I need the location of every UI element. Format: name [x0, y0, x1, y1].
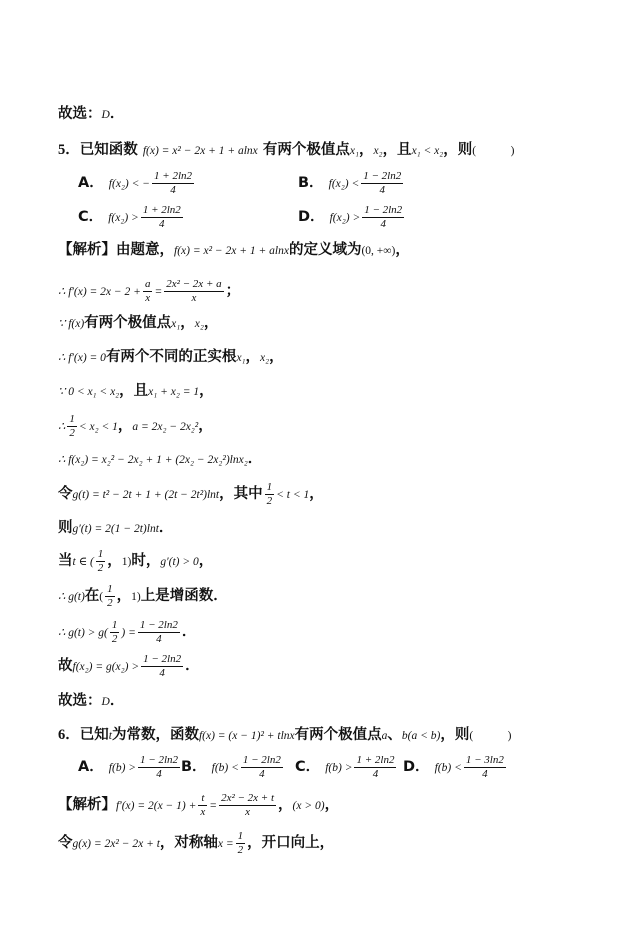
answer-value: D — [101, 696, 110, 708]
numerator: 1 + 2ln2 — [154, 170, 193, 182]
solution-line-10 — [58, 548, 213, 574]
period: ． — [109, 106, 125, 122]
solution-text: ． — [247, 451, 263, 467]
denominator: 2 — [266, 494, 273, 507]
math-expr: f(x) = x² − 2x + 1 + alnx — [142, 145, 258, 157]
solution-text: ， — [324, 797, 340, 814]
math-expr: ∴ f(x₂) = x₂² − 2x₂ + 1 + (2x₂ − 2x₂²)lnx₂ — [58, 454, 248, 466]
denominator: 4 — [156, 767, 162, 780]
numerator: 1 − 2ln2 — [140, 754, 179, 766]
fraction — [110, 619, 120, 645]
numerator: 1 − 2ln2 — [364, 204, 403, 216]
numerator: 1 — [107, 583, 113, 595]
solution-text: ， — [198, 553, 214, 570]
fraction — [96, 548, 106, 574]
math-expr: 1) — [121, 556, 132, 569]
denominator: 4 — [482, 767, 488, 780]
math-expr: = — [209, 800, 218, 813]
answer-label: 故选： — [58, 106, 102, 122]
fraction — [241, 754, 283, 780]
math-expr: x = — [217, 838, 234, 851]
solution-text: ， — [117, 418, 133, 435]
solution-line-11 — [58, 583, 228, 609]
question-5-stem — [58, 143, 514, 158]
solution-text: 上是增函数． — [140, 588, 228, 605]
stem-text: ，则 — [443, 142, 473, 158]
solution-text: ． — [185, 658, 200, 675]
solution-heading: 【解析】由题意， — [58, 242, 174, 258]
stem-text: 有两个极值点 — [262, 142, 350, 158]
fraction — [361, 170, 403, 196]
solution-text: ， — [309, 486, 324, 503]
solution-line-8 — [58, 481, 324, 507]
solution-line-2 — [58, 278, 240, 304]
math-expr: g(x) = 2x² − 2x + t — [72, 838, 160, 851]
stem-text: 、 — [387, 727, 402, 743]
solution-text: 令 — [58, 486, 73, 503]
math-expr: x₁ — [171, 318, 181, 330]
math-expr: x₂ — [260, 352, 270, 364]
answer-blank: ( ) — [472, 145, 515, 157]
denominator: 4 — [380, 217, 386, 230]
solution-line-12 — [58, 619, 196, 645]
fraction — [464, 754, 506, 780]
numerator: 1 — [97, 548, 104, 560]
math-expr: g(t) = t² − 2t + 1 + (2t − 2t²)lnt — [72, 489, 220, 502]
stem-text: ， — [358, 142, 374, 158]
fraction — [141, 204, 183, 230]
math-expr: ∴ g(t) — [58, 591, 85, 604]
solution-text: ， — [203, 315, 219, 331]
q6-solution-line-1 — [58, 792, 339, 818]
solution-line-13 — [58, 653, 200, 679]
math-expr: x₁ + x₂ = 1 — [148, 386, 200, 398]
denominator: x — [191, 291, 197, 304]
solution-text: ，对称轴 — [159, 835, 218, 852]
math-expr: f(x) = x² − 2x + 1 + alnx — [174, 245, 289, 257]
stem-text: 为常数，函数 — [111, 727, 199, 743]
math-expr: ∴ f′(x) = 0 — [58, 352, 106, 364]
fraction — [354, 754, 396, 780]
solution-text: ， — [198, 418, 213, 435]
denominator: 2 — [107, 596, 113, 609]
denominator: x — [200, 805, 206, 818]
fraction — [138, 619, 180, 645]
solution-text: ，且 — [119, 383, 149, 399]
numerator: a — [144, 278, 151, 290]
math-expr: (0, +∞) — [361, 245, 396, 257]
numerator: 2x² − 2x + t — [221, 792, 275, 804]
solution-line-7 — [58, 452, 262, 467]
solution-text: ， — [107, 553, 122, 570]
solution-text: ， — [269, 349, 284, 365]
numerator: 1 — [111, 619, 118, 631]
answer-line-q4 — [58, 107, 124, 122]
math-expr: (x > 0) — [292, 800, 325, 813]
solution-line-5 — [58, 384, 214, 399]
denominator: 4 — [156, 632, 162, 645]
math-expr: < t < 1 — [276, 489, 310, 502]
solution-line-9 — [58, 521, 173, 536]
solution-text: ． — [158, 520, 174, 536]
math-expr: f(x₂) > — [329, 212, 361, 225]
math-expr: a — [381, 730, 388, 742]
fraction — [265, 481, 275, 507]
numerator: 1 — [69, 413, 75, 425]
math-expr: f(x₂) > — [108, 212, 139, 225]
numerator: 1 − 2ln2 — [363, 170, 402, 182]
denominator: 4 — [159, 217, 165, 230]
stem-text: 已知 — [79, 727, 109, 743]
option-label: B． — [181, 759, 207, 776]
math-expr: a = 2x₂ − 2x₂² — [132, 421, 199, 434]
math-expr: f(b) < — [434, 762, 462, 775]
denominator: 4 — [159, 666, 165, 679]
solution-heading: 【解析】 — [58, 797, 116, 814]
question-number: 6． — [58, 727, 80, 743]
option-a — [78, 170, 196, 196]
answer-label: 故选： — [58, 693, 102, 709]
option-c — [78, 204, 185, 230]
fraction — [219, 792, 276, 818]
math-expr: ∴ — [58, 421, 66, 434]
denominator: 4 — [372, 767, 379, 780]
solution-text: ． — [181, 624, 197, 641]
math-expr: ∵ f(x) — [58, 318, 85, 330]
option-label: A． — [78, 759, 104, 776]
solution-text: 有两个不同的正实根 — [105, 349, 237, 365]
question-6-stem — [58, 728, 512, 743]
solution-text: ， — [199, 383, 214, 399]
solution-text: ，其中 — [219, 486, 263, 503]
solution-text: ， — [116, 588, 132, 605]
fraction — [362, 204, 404, 230]
solution-text: 的定义域为 — [288, 242, 362, 258]
math-expr: g′(t) > 0 — [160, 556, 199, 569]
math-expr: ∴ f′(x) = 2x − 2 + — [58, 286, 141, 299]
option-d — [298, 204, 406, 230]
fraction — [143, 278, 153, 304]
solution-text: ； — [225, 283, 241, 300]
math-expr: x₁ < x₂ — [411, 145, 444, 157]
solution-text: ， — [278, 797, 293, 814]
option-label: B． — [298, 175, 324, 192]
math-expr: 1) — [131, 591, 141, 604]
fraction — [67, 413, 77, 439]
denominator: 2 — [97, 561, 104, 574]
math-expr: ∵ 0 < x₁ < x₂ — [58, 386, 120, 398]
solution-text: ，开口向上， — [247, 835, 335, 852]
option-label: D． — [298, 209, 325, 226]
fraction — [152, 170, 194, 196]
solution-text: ， — [180, 315, 195, 331]
q6-option-c — [295, 754, 398, 780]
numerator: 1 + 2ln2 — [356, 754, 395, 766]
math-expr: = — [154, 286, 163, 299]
solution-text: 当 — [58, 553, 73, 570]
solution-text: ， — [245, 349, 261, 365]
option-label: C． — [295, 759, 321, 776]
math-expr: t — [108, 730, 112, 742]
question-number: 5． — [58, 142, 80, 158]
option-b — [298, 170, 405, 196]
numerator: 1 − 2ln2 — [143, 653, 182, 665]
math-expr: f′(x) = 2(x − 1) + — [116, 800, 197, 813]
numerator: 1 + 2ln2 — [142, 204, 181, 216]
answer-line-q5 — [58, 694, 124, 709]
solution-text: ， — [395, 242, 410, 258]
solution-line-1 — [58, 243, 410, 258]
fraction — [164, 278, 223, 304]
solution-text: 有两个极值点 — [84, 315, 172, 331]
stem-text: 已知函数 — [79, 142, 138, 158]
math-expr: x₂ — [373, 145, 383, 157]
math-expr: ( — [99, 591, 104, 604]
math-expr: f(b) < — [211, 762, 239, 775]
fraction — [236, 830, 246, 856]
stem-text: 有两个极值点 — [294, 727, 382, 743]
math-expr: x₁ — [349, 145, 359, 157]
numerator: t — [198, 792, 207, 806]
math-expr: t ∈ ( — [72, 556, 94, 569]
denominator: 4 — [170, 183, 176, 196]
denominator: 2 — [237, 843, 244, 856]
option-label: C． — [78, 209, 104, 226]
numerator: 1 — [266, 481, 273, 493]
math-expr: ) = — [121, 627, 136, 640]
numerator: 1 − 3ln2 — [465, 754, 504, 766]
option-label: D． — [403, 759, 430, 776]
denominator: 2 — [69, 426, 75, 439]
period: ． — [109, 693, 125, 709]
numerator: 1 — [237, 830, 244, 842]
q6-option-b — [181, 754, 285, 780]
math-expr: f(b) > — [108, 762, 137, 775]
fraction — [138, 754, 180, 780]
denominator: x — [145, 291, 151, 304]
q6-option-a — [78, 754, 182, 780]
math-expr: b(a < b) — [401, 730, 441, 742]
solution-text: 故 — [58, 658, 73, 675]
solution-line-3 — [58, 316, 218, 331]
solution-text: 则 — [58, 520, 73, 536]
denominator: 4 — [259, 767, 265, 780]
numerator: 2x² − 2x + a — [166, 278, 222, 290]
solution-line-4 — [58, 350, 284, 365]
denominator: x — [245, 805, 250, 818]
math-expr: g′(t) = 2(1 − 2t)lnt — [72, 523, 159, 535]
denominator: 4 — [379, 183, 385, 196]
stem-text: ，则 — [440, 727, 470, 743]
math-expr: f(x₂) < − — [108, 178, 151, 191]
solution-line-6 — [58, 413, 213, 439]
math-expr: f(x₂) = g(x₂) > — [72, 661, 140, 674]
stem-text: ，且 — [382, 142, 412, 158]
solution-text: 时， — [131, 553, 161, 570]
math-expr: x₁ — [236, 352, 246, 364]
math-expr: f(b) > — [325, 762, 353, 775]
fraction — [105, 583, 115, 609]
q6-option-d — [403, 754, 508, 780]
denominator: 2 — [111, 632, 118, 645]
numerator: 1 − 2ln2 — [139, 619, 178, 631]
fraction — [141, 653, 183, 679]
fraction — [198, 792, 207, 818]
math-expr: < x₂ < 1 — [78, 421, 118, 434]
solution-text: 令 — [58, 835, 73, 852]
q6-solution-line-2 — [58, 830, 334, 856]
answer-blank: ( ) — [469, 730, 512, 742]
option-label: A． — [78, 175, 104, 192]
answer-value: D — [101, 109, 110, 121]
numerator: 1 − 2ln2 — [242, 754, 281, 766]
math-expr: f(x) = (x − 1)² + tlnx — [198, 730, 295, 742]
math-expr: ∴ g(t) > g( — [58, 627, 108, 640]
math-expr: x₂ — [194, 318, 204, 330]
solution-text: 在 — [84, 588, 100, 605]
math-expr: f(x₂) < — [328, 178, 360, 191]
